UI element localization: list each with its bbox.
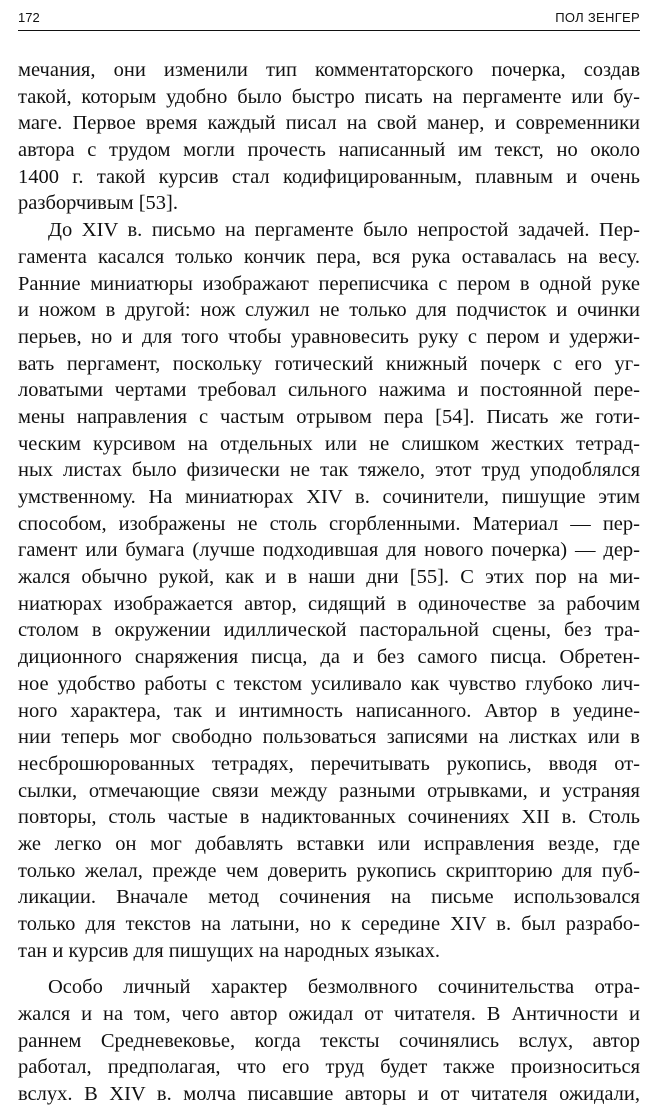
text-line: же легко он мог добавлять вставки или исправления везде, где <box>18 832 640 855</box>
text-line: Особо личный характер безмолвного сочинительства отра- <box>48 976 640 999</box>
paragraph <box>18 974 640 1107</box>
text-line: столом в окружении идиллической пасторальной сцены, без тра- <box>18 619 640 642</box>
text-line: ного характера, так и интимность написанного. Автор в уедине- <box>18 699 640 722</box>
text-line: гамента касался только кончик пера, вся рука оставалась на весу. <box>18 245 640 268</box>
text-line: работал, предполагая, что его труд будет также произноситься <box>18 1056 640 1079</box>
text-line: маге. Первое время каждый писал на свой манер, и современники <box>18 112 640 135</box>
text-line: диционного снаряжения писца, да и без самого писца. Обретен- <box>18 646 640 669</box>
text-line: перьев, но и для того чтобы уравновесить руку с пером и удержи- <box>18 325 640 348</box>
text-line: До XIV в. письмо на пергаменте было непростой задачей. Пер- <box>48 219 640 242</box>
text-line: вслух. В XIV в. молча писавшие авторы и от читателя ожидали, <box>18 1083 640 1106</box>
text-line: ликации. Вначале метод сочинения на письме использовался <box>18 886 640 909</box>
header-rule <box>18 30 640 31</box>
text-line: гамент или бумага (лучше подходившая для нового почерка) — дер- <box>18 539 640 562</box>
text-line: вать пергамент, поскольку готический книжный почерк с его уг- <box>18 352 640 375</box>
text-line: ниатюрах изображается автор, сидящий в одиночестве за рабочим <box>18 592 640 615</box>
text-line: мечания, они изменили тип комментаторского почерка, создав <box>18 59 640 81</box>
body-text <box>18 57 640 1108</box>
paragraph <box>18 57 640 217</box>
text-line: ческим курсивом на отдельных или не слишком жестких тетрад- <box>18 432 640 455</box>
text-line: и ножом в другой: нож служил не только для подчисток и очинки <box>18 299 640 322</box>
text-line: тан и курсив для пишущих на народных языках. <box>18 939 441 962</box>
text-line: ное удобство работы с текстом усиливало как чувство глубоко лич- <box>18 672 640 695</box>
text-line: ловатыми чертами требовал сильного нажима и постоянной пере- <box>18 379 640 402</box>
text-line: раннем Средневековье, когда тексты сочинялись вслух, автор <box>18 1029 640 1052</box>
text-line: жался обычно рукой, как и в наши дни [55]. С этих пор на ми- <box>18 566 640 589</box>
text-line: 1400 г. такой курсив стал кодифицированным, плавным и очень <box>18 165 640 188</box>
running-title: ПОЛ ЗЕНГЕР <box>555 10 640 25</box>
text-line: разборчивым [53]. <box>18 192 178 215</box>
text-line: повторы, столь частые в надиктованных сочинениях XII в. Столь <box>18 806 640 829</box>
text-line: только желал, прежде чем доверить рукопись скрипторию для пуб- <box>18 859 640 882</box>
text-line: ных листах было физически не так тяжело, этот труд уподоблялся <box>18 459 640 482</box>
text-line: умственному. На миниатюрах XIV в. сочинители, пишущие этим <box>18 486 640 508</box>
text-line: жался и на том, чего автор ожидал от читателя. В Античности и <box>18 1003 640 1026</box>
text-line: нии теперь мог свободно пользоваться записями на листках или в <box>18 726 640 749</box>
paragraph-gap <box>18 964 640 974</box>
paragraph <box>18 217 640 964</box>
text-line: несброшюрованных тетрадях, перечитывать рукопись, вводя от- <box>18 752 640 775</box>
text-line: Ранние миниатюры изображают переписчика с пером в одной руке <box>18 272 640 295</box>
text-line: способом, изображены не столь сгорбленными. Материал — пер- <box>18 512 640 535</box>
text-line: автора с трудом могли прочесть написанный им текст, но около <box>18 139 640 162</box>
text-line: только для текстов на латыни, но к середине XIV в. был разрабо- <box>18 913 640 935</box>
text-line: сылки, отмечающие связи между разными отрывками, и устраняя <box>18 779 640 802</box>
page-header <box>18 6 640 30</box>
text-line: такой, которым удобно было быстро писать на пергаменте или бу- <box>18 85 640 108</box>
page-number: 172 <box>18 10 40 25</box>
text-line: мены направления с частым отрывом пера [54]. Писать же готи- <box>18 405 640 428</box>
